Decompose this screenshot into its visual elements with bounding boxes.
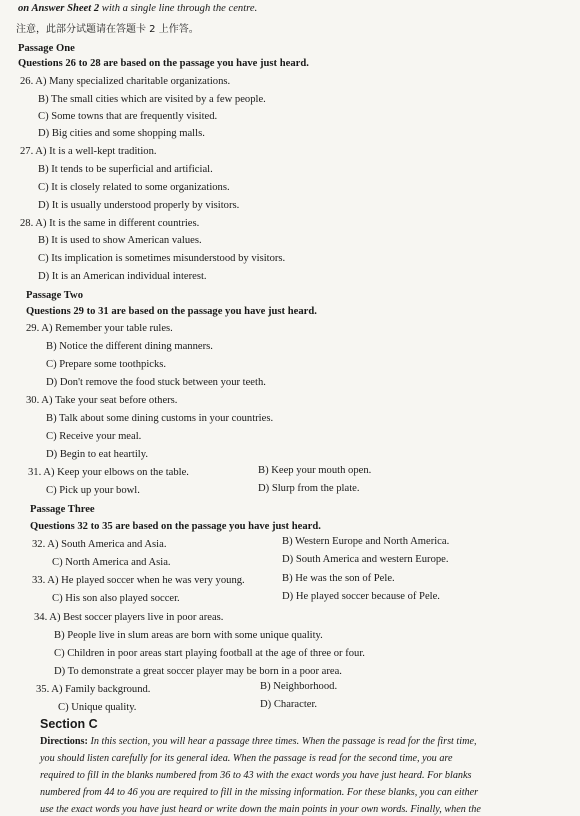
directions-label: Directions:: [40, 736, 88, 747]
q32-option-d: D) South America and western Europe.: [282, 554, 449, 565]
header-chinese-note: 注意，此部分试题请在答题卡 2 上作答。: [16, 24, 199, 35]
q28-option-a: 28. A) It is the same in different countries.: [20, 218, 200, 229]
q33-option-d: D) He played soccer because of Pele.: [282, 591, 440, 602]
q30-option-a: 30. A) Take your seat before others.: [26, 395, 178, 406]
q27-option-a: 27. A) It is a well-kept tradition.: [20, 146, 157, 157]
passage-two-instruction: Questions 29 to 31 are based on the passage you have just heard.: [26, 306, 317, 317]
header-bold-text: on Answer Sheet 2: [18, 3, 100, 14]
q31-option-b: B) Keep your mouth open.: [258, 465, 372, 476]
directions-line-3: required to fill in the blanks numbered from 36 to 43 with the exact words you have just heard. For blanks: [40, 770, 472, 781]
q30-option-c: C) Receive your meal.: [46, 431, 142, 442]
q27-option-d: D) It is usually understood properly by visitors.: [38, 200, 240, 211]
passage-three-title: Passage Three: [30, 504, 95, 515]
q26-option-c: C) Some towns that are frequently visited.: [38, 111, 218, 122]
q26-option-d: D) Big cities and some shopping malls.: [38, 128, 205, 139]
q34-option-d: D) To demonstrate a great soccer player may be born in a poor area.: [54, 666, 342, 677]
q27-option-c: C) It is closely related to some organizations.: [38, 182, 230, 193]
q33-option-c: C) His son also played soccer.: [52, 593, 180, 604]
q28-option-b: B) It is used to show American values.: [38, 235, 202, 246]
passage-three-instruction: Questions 32 to 35 are based on the passage you have just heard.: [30, 521, 321, 532]
q34-option-b: B) People live in slum areas are born with some unique quality.: [54, 630, 323, 641]
q35-option-c: C) Unique quality.: [58, 702, 137, 713]
directions-line-4: numbered from 44 to 46 you are required to fill in the missing information. For these blanks, you can either: [40, 787, 479, 798]
directions-text-1: In this section, you will hear a passage three times. When the passage is read for the first time,: [87, 736, 477, 747]
q34-option-c: C) Children in poor areas start playing football at the age of three or four.: [54, 648, 365, 659]
q35-option-a: 35. A) Family background.: [36, 684, 151, 695]
header-rest-text: with a single line through the centre.: [99, 3, 258, 14]
q30-option-d: D) Begin to eat heartily.: [46, 449, 148, 460]
q31-option-c: C) Pick up your bowl.: [46, 485, 140, 496]
directions-line-5: use the exact words you have just heard or write down the main points in your own words. Finally, when the: [40, 804, 481, 815]
q28-option-c: C) Its implication is sometimes misunderstood by visitors.: [38, 253, 286, 264]
q32-option-c: C) North America and Asia.: [52, 557, 171, 568]
q32-option-a: 32. A) South America and Asia.: [32, 539, 167, 550]
q33-option-a: 33. A) He played soccer when he was very young.: [32, 575, 245, 586]
q30-option-b: B) Talk about some dining customs in your countries.: [46, 413, 274, 424]
q29-option-a: 29. A) Remember your table rules.: [26, 323, 173, 334]
q26-option-a: 26. A) Many specialized charitable organizations.: [20, 76, 231, 87]
passage-one-instruction: Questions 26 to 28 are based on the passage you have just heard.: [18, 58, 309, 69]
q29-option-d: D) Don't remove the food stuck between your teeth.: [46, 377, 266, 388]
passage-one-title: Passage One: [18, 43, 75, 54]
section-c-title: Section C: [40, 717, 98, 731]
q27-option-b: B) It tends to be superficial and artificial.: [38, 164, 213, 175]
q31-option-a: 31. A) Keep your elbows on the table.: [28, 467, 189, 478]
header-line: [18, 2, 257, 15]
q34-option-a: 34. A) Best soccer players live in poor areas.: [34, 612, 224, 623]
q29-option-b: B) Notice the different dining manners.: [46, 341, 213, 352]
directions-line-1: [40, 735, 477, 748]
q32-option-b: B) Western Europe and North America.: [282, 536, 450, 547]
q28-option-d: D) It is an American individual interest.: [38, 271, 207, 282]
q35-option-b: B) Neighborhood.: [260, 681, 338, 692]
q26-option-b: B) The small cities which are visited by a few people.: [38, 94, 266, 105]
directions-line-2: you should listen carefully for its general idea. When the passage is read for the second time, you are: [40, 753, 453, 764]
q35-option-d: D) Character.: [260, 699, 318, 710]
q29-option-c: C) Prepare some toothpicks.: [46, 359, 167, 370]
passage-two-title: Passage Two: [26, 290, 83, 301]
q33-option-b: B) He was the son of Pele.: [282, 573, 395, 584]
q31-option-d: D) Slurp from the plate.: [258, 483, 360, 494]
